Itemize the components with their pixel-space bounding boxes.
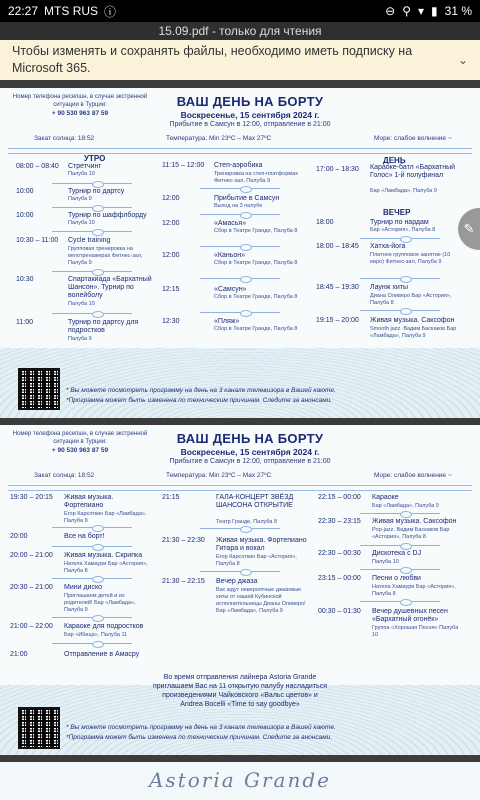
event-place: Егор Карсоткин Бар «Астория», Палуба 8 <box>216 554 297 567</box>
event-time: 21:30 – 22:15 <box>162 578 205 585</box>
divider <box>52 313 132 314</box>
reception-label: Номер телефона ресепшн, в случае экстренной ситуации в Турции: <box>12 94 148 108</box>
event-name: ГАЛА-КОНЦЕРТ ЗВЁЗД ШАНСОНА ОТКРЫТИЕ <box>216 494 294 509</box>
battery-icon: ▮ <box>431 4 438 18</box>
qr-code <box>18 368 60 410</box>
event-place: Театр Гранде, Палуба 8 <box>216 519 278 525</box>
divider <box>360 278 440 279</box>
page-date: Воскресенье, 15 сентября 2024 г. <box>180 447 320 457</box>
event-time: 20:00 <box>10 533 28 540</box>
event-name: Лаунж хиты <box>370 284 409 291</box>
divider <box>360 238 440 239</box>
event-name: Отправление в Амасру <box>64 651 140 658</box>
event-name: Песни о любви <box>372 575 421 582</box>
carrier-name: MTS RUS <box>44 4 99 18</box>
reception-info <box>12 94 148 118</box>
event-time: 12:00 <box>162 220 180 227</box>
event-time: 20:00 – 21:00 <box>10 552 53 559</box>
ship-logo: Astoria Grande <box>148 768 331 792</box>
event-name: «Самсун» <box>214 286 247 293</box>
event-name: Стретчинг <box>68 163 101 170</box>
divider <box>52 617 132 618</box>
divider <box>360 569 440 570</box>
event-place: Палуба 10 <box>372 559 399 565</box>
event-name: «Амасья» <box>214 220 247 227</box>
divider <box>52 578 132 579</box>
pdf-page-1 <box>0 88 480 418</box>
event-time: 21:30 – 22:30 <box>162 537 205 544</box>
event-name: Спартакиада «Бархатный Шансон». Турнир по волейболу <box>68 276 152 299</box>
event-place: Группа «Хорошая Песня» Палуба 10 <box>372 625 459 638</box>
divider <box>200 278 280 279</box>
event-name: Караоке-батл «Бархатный Голос» 1-й полуфинал <box>370 164 456 179</box>
divider <box>200 312 280 313</box>
weather-line <box>0 135 480 147</box>
subscription-banner[interactable] <box>0 40 480 80</box>
event-place: Тренировка на степ-платформах Фитнес-зал, Палуба 9 <box>214 171 299 184</box>
event-time: 21:00 <box>10 651 28 658</box>
event-name: Живая музыка. Фортепиано <box>64 494 114 509</box>
divider <box>200 188 280 189</box>
temperature: Температура: Min 23ºC – Max 27ºC <box>166 472 272 479</box>
event-time: 22:30 – 00:30 <box>318 550 361 557</box>
event-name: Вечер душевных песен «Бархатный огонёк» <box>372 608 448 623</box>
banner-text: Чтобы изменять и сохранять файлы, необходимо иметь подписку на Microsoft 365. <box>12 44 413 75</box>
footnote-changes: *Программа может быть изменена по техническим причинам. Следите за анонсами. <box>66 397 333 404</box>
qr-code <box>18 707 60 749</box>
event-name: Все на борт! <box>64 533 105 540</box>
sea-state: Море: слабое волнение ~ <box>374 472 452 479</box>
event-time: 18:00 – 18:45 <box>316 243 359 250</box>
event-name: Cycle training <box>68 237 111 244</box>
event-time: 18:45 – 19:30 <box>316 284 359 291</box>
event-time: 08:00 – 08:40 <box>16 163 59 170</box>
event-time: 19:15 – 20:00 <box>316 317 359 324</box>
event-name: Живая музыка. Саксофон <box>370 317 455 324</box>
event-place: Диана Оливеро Бар «Астория», Палуба 8 <box>370 293 452 306</box>
event-time: 22:30 – 23:15 <box>318 518 361 525</box>
weather-line <box>0 472 480 484</box>
event-name: Прибытие в Самсун <box>214 195 280 202</box>
divider <box>360 310 440 311</box>
event-name: Караоке для подростков <box>64 623 144 630</box>
location-icon: ⚲ <box>402 4 411 18</box>
event-place: Бар «Ламбада», Палуба 9 <box>372 503 439 509</box>
event-place: Бар «Астория», Палуба 8 <box>370 227 436 233</box>
event-place: Сбор в Театре Гранде, Палуба 8 <box>214 294 298 300</box>
section-morning: УТРО <box>84 154 106 163</box>
notification-icon: ⓘ <box>104 4 117 19</box>
port-info: Прибытие в Самсун в 12:00, отправление в 21:00 <box>169 458 331 465</box>
event-place: Smooth jazz. Вадим Баскаков Бар «Ламбада», Палуба 9 <box>370 326 457 339</box>
sea-state: Море: слабое волнение ~ <box>374 135 452 142</box>
event-place: Палуба 9 <box>68 196 92 202</box>
event-place: Натела Хамаури Бар «Астория», Палуба 8 <box>372 584 456 597</box>
event-place: Вас ждут невероятные джазовые хиты от нашей Кубинской исполнительницы Дианы Оливеро! Бар «Ламбада», Палуба 9 <box>216 587 306 614</box>
pdf-page-2 <box>0 425 480 755</box>
event-time: 10:00 <box>16 212 34 219</box>
event-place: Групповая тренировка на велотренажерах Фитнес-зал, Палуба 9 <box>68 246 143 266</box>
section-day: ДЕНЬ <box>383 156 406 165</box>
divider <box>360 513 440 514</box>
footnote-tv: * Вы можете посмотреть программу на день на 3 канале телевизора в Вашей каюте. <box>66 387 336 394</box>
event-name: Живая музыка. Фортепиано Гитара и вокал <box>216 537 307 552</box>
status-bar <box>0 0 480 22</box>
event-name: «Каньон» <box>214 252 246 259</box>
divider <box>52 183 132 184</box>
reception-phone: + 90 530 963 87 59 <box>51 110 109 117</box>
clock: 22:27 <box>8 4 39 18</box>
reception-label: Номер телефона ресепшн, в случае экстренной ситуации в Турции: <box>12 431 148 445</box>
event-place: Палуба 10 <box>68 301 95 307</box>
divider <box>52 527 132 528</box>
event-time: 12:00 <box>162 195 180 202</box>
event-name: Живая музыка. Саксофон <box>372 518 457 525</box>
document-title: 15.09.pdf - только для чтения <box>0 22 480 40</box>
sunset: Закат солнца: 18:52 <box>34 472 95 479</box>
page-title: ВАШ ДЕНЬ НА БОРТУ <box>176 94 324 109</box>
battery-level: 31 % <box>444 4 472 18</box>
event-time: 12:15 <box>162 286 180 293</box>
event-time: 17:00 – 18:30 <box>316 166 359 173</box>
mute-icon: ⊖ <box>385 4 396 18</box>
divider <box>52 207 132 208</box>
event-place: Приглашаем детей и их родителей! Бар «Ламбада», Палуба 9 <box>64 593 136 613</box>
event-time: 18:00 <box>316 219 334 226</box>
rope-divider <box>8 485 472 491</box>
event-time: 12:30 <box>162 318 180 325</box>
event-place: Натела Хамаури Бар «Астория», Палуба 8 <box>64 561 148 574</box>
event-name: Турнир по шаффлборду <box>68 212 147 219</box>
event-time: 21:00 – 22:00 <box>10 623 53 630</box>
chevron-down-icon[interactable]: ⌄ <box>457 53 468 67</box>
event-place: Палуба 9 <box>68 336 92 342</box>
divider <box>52 231 132 232</box>
divider <box>200 214 280 215</box>
event-name: Караоке <box>372 494 399 501</box>
divider <box>360 545 440 546</box>
footnote-changes: *Программа может быть изменена по техническим причинам. Следите за анонсами. <box>66 734 333 741</box>
page-title: ВАШ ДЕНЬ НА БОРТУ <box>176 431 324 446</box>
reception-info <box>12 431 148 455</box>
event-place: Выход на 3 палубе <box>214 203 263 209</box>
sunset: Закат солнца: 18:52 <box>34 135 95 142</box>
edit-icon: ✎ <box>463 221 475 236</box>
event-place: Егор Карсоткин Бар «Ламбада», Палуба 9 <box>64 511 147 524</box>
divider <box>52 643 132 644</box>
event-time: 23:15 – 00:00 <box>318 575 361 582</box>
event-time: 20:30 – 21:00 <box>10 584 53 591</box>
event-place: Палуба 10 <box>68 220 95 226</box>
port-info: Прибытие в Самсун в 12:00, отправление в 21:00 <box>169 121 331 128</box>
event-place: Платное групповое занятие (10 евро) Фитнес-зал, Палуба 9 <box>370 252 451 265</box>
event-time: 21:15 <box>162 494 180 501</box>
divider <box>200 528 280 529</box>
event-time: 19:30 – 20:15 <box>10 494 53 501</box>
event-name: Живая музыка. Скрипка <box>64 552 143 559</box>
event-place: Палуба 10 <box>68 171 95 177</box>
event-time: 10:00 <box>16 188 34 195</box>
divider <box>52 546 132 547</box>
event-time: 22:15 – 00:00 <box>318 494 361 501</box>
event-time: 12:00 <box>162 252 180 259</box>
departure-notice: Во время отправления лайнера Astoria Grande приглашаем Вас на 11 открытую палубу насладиться произведениями Чайковского «Вальс цветов» и Andrea Bocelli «Time to say goodbye» <box>153 674 327 708</box>
event-place: Бар «Ламбада», Палуба 9 <box>370 188 437 194</box>
event-name: Дискотека с DJ <box>372 550 422 557</box>
event-name: «Пляж» <box>214 318 240 325</box>
event-name: Турнир по нардам <box>370 219 429 226</box>
temperature: Температура: Min 23ºC – Max 27ºC <box>166 135 272 142</box>
page-date: Воскресенье, 15 сентября 2024 г. <box>180 110 320 120</box>
wifi-icon: ▾ <box>418 4 425 18</box>
section-evening: ВЕЧЕР <box>383 208 411 217</box>
event-time: 11:15 – 12:00 <box>162 162 205 169</box>
rope-divider <box>8 148 472 154</box>
event-time: 00:30 – 01:30 <box>318 608 361 615</box>
event-place: Сбор в Театре Гранде, Палуба 8 <box>214 260 298 266</box>
event-place: Бар «Ибица», Палуба 11 <box>64 632 128 638</box>
event-time: 10:30 <box>16 276 34 283</box>
event-name: Степ-аэробика <box>214 162 263 169</box>
event-name: Турнир по дартсу <box>68 188 125 195</box>
event-place: Pop-jazz. Вадим Баскаков Бар «Астория», Палуба 8 <box>372 527 450 540</box>
wave-decoration <box>0 348 480 418</box>
divider <box>200 246 280 247</box>
divider <box>360 601 440 602</box>
event-name: Турнир по дартсу для подростков <box>68 319 139 334</box>
divider <box>52 271 132 272</box>
event-place: Сбор в Театре Гранде, Палуба 8 <box>214 228 298 234</box>
reception-phone: + 90 530 963 87 59 <box>51 447 109 454</box>
event-time: 10:30 – 11:00 <box>16 237 59 244</box>
event-name: Вечер джаза <box>216 578 258 585</box>
event-place: Сбор в Театре Гранде, Палуба 8 <box>214 326 298 332</box>
divider <box>200 571 280 572</box>
event-name: Хатха-йога <box>370 243 406 250</box>
event-name: Мини диско <box>64 584 102 591</box>
event-time: 11:00 <box>16 319 33 326</box>
footnote-tv: * Вы можете посмотреть программу на день на 3 канале телевизора в Вашей каюте. <box>66 724 336 731</box>
pdf-page-3 <box>0 762 480 800</box>
